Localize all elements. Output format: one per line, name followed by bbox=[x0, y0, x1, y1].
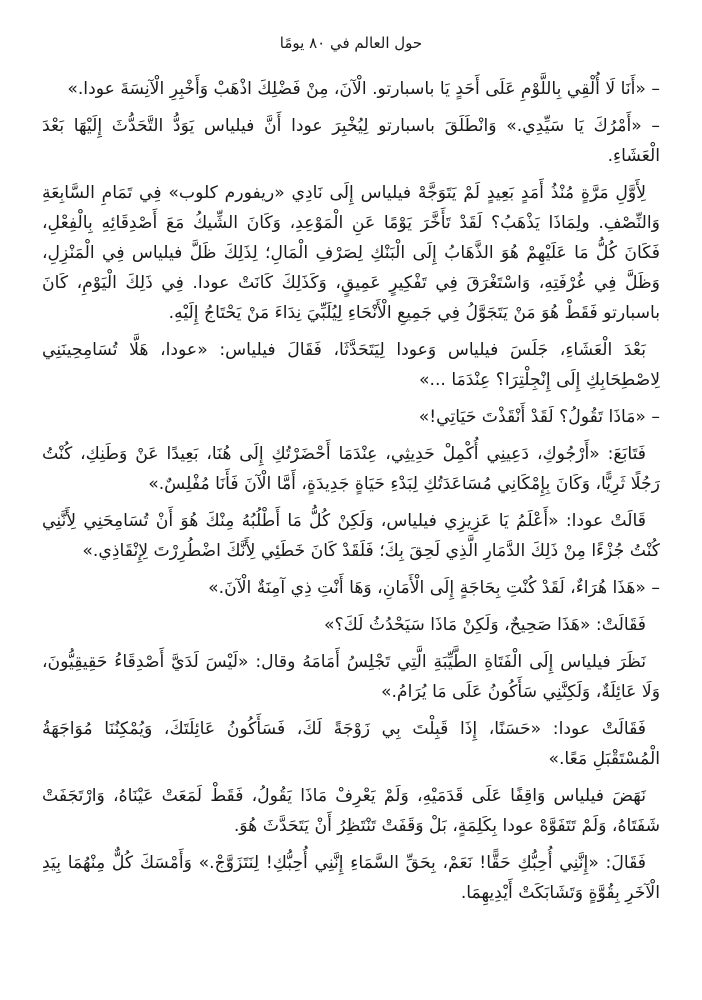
paragraph-reform-club: لِأَوَّلِ مَرَّةٍ مُنْذُ أَمَدٍ بَعِيدٍ لَمْ يَتَوَجَّهْ فيلياس إِلَى نَادِي «ريفورم كلوب» فِي تَمَامِ السَّابِعَةِ وَالنِّصْفِ. ولِمَاذَا يَذْهَبُ؟ لَقَدْ تَأَخَّرَ يَوْمًا عَنِ الْمَوْعِدِ، وَكَانَ الشِّيكُ مَعَ أَصْدِقَائِهِ بِالْفِعْلِ، فَكَانَ كُلُّ مَا عَلَيْهِمْ هُوَ الذَّهَابُ إِلَى الْبَنْكِ لِصَرْفِ الْمَالِ؛ لِذَلِكَ ظَلَّ فيلياس فِي الْمَنْزِلِ، وَظَلَّ فِي غُرْفَتِهِ، وَاسْتَغْرَقَ فِي تَفْكِيرٍ عَمِيقٍ، وَكَذَلِكَ كَانَتْ عودا. فِي ذَلِكَ الْيَوْمِ، كَانَ باسبارتو فَقَطْ هُوَ مَنْ يَتَجَوَّلُ فِي جَمِيعِ الْأَنْحَاءِ لِيُلَبِّيَ نِدَاءَ مَنْ يَحْتَاجُ إِلَيْهِ. bbox=[42, 183, 660, 323]
paragraph-saved-life: – «مَاذَا تَقُولُ؟ لَقَدْ أَنْقَذْتَ حَيَاتِي!» bbox=[418, 407, 660, 427]
paragraph-stood-up: نَهَضَ فيلياس وَاقِفًا عَلَى قَدَمَيْهِ، وَلَمْ يَعْرِفْ مَاذَا يَقُولُ، فَقَطْ لَمَعَتْ عَيْنَاهُ، وَارْتَجَفَتْ شَفَتَاهُ، وَلَمْ تَتَفَوَّهْ عودا بِكَلِمَةٍ، بَلْ وَقَفَتْ تَنْتَظِرُ أَنْ يَتَحَدَّثَ هُوَ. bbox=[42, 786, 660, 836]
paragraph-i-love-you: فَقَالَ: «إِنَّنِي أُحِبُّكِ حَقًّا! نَعَمْ، بِحَقِّ السَّمَاءِ إِنَّنِي أُحِبُّكِ! لِنَتَزَوَّجْ.» وَأَمْسَكَ كُلٌّ مِنْهُمَا بِيَدِ الْآخَرِ بِقُوَّةٍ وَتَشَابَكَتْ أَيْدِيهِمَا. bbox=[42, 853, 660, 903]
paragraph-proposal: فَقَالَتْ عودا: «حَسَنًا، إِذَا قَبِلْتَ بِي زَوْجَةً لَكَ، فَسَأَكُونُ عَائِلَتَكَ، وَيُمْكِنُنَا مُوَاجَهَةُ الْمُسْتَقْبَلِ مَعًا.» bbox=[42, 719, 660, 769]
running-header-title: حول العالم في ٨٠ يومًا bbox=[279, 34, 423, 52]
paragraph-nonsense: – «هَذَا هُرَاءٌ، لَقَدْ كُنْتِ بِحَاجَةٍ إِلَى الْأَمَانِ، وَهَا أَنْتِ ذِي آمِنَةٌ الْآنَ.» bbox=[208, 578, 660, 598]
paragraph-forgive-me: قَالَتْ عودا: «أَعْلَمُ يَا عَزِيزِي فيلياس، وَلَكِنْ كُلُّ مَا أَطْلُبُهُ مِنْكَ هُوَ أَنْ تُسَامِحَنِي لِأَنَّنِي كُنْتُ جُزْءًا مِنْ ذَلِكَ الدَّمَارِ الَّذِي لَحِقَ بِكَ؛ فَلَقَدْ كَانَ خَطَئِي لِأَنَّكَ اضْطُرِرْتَ لِإِنْقَاذِي.» bbox=[42, 511, 660, 561]
paragraph-after-dinner: بَعْدَ الْعَشَاءِ، جَلَسَ فيلياس وَعودا لِيَتَحَدَّثَا، فَقَالَ فيلياس: «عودا، هَلَّا تُسَامِحِينَنِي لِاصْطِحَابِكِ إِلَى إِنْجِلْتِرَا؟ عِنْدَمَا ...» bbox=[42, 340, 660, 390]
paragraph-bankrupt: فَتَابَعَ: «أَرْجُوكِ، دَعِينِي أُكْمِلْ حَدِيثِي، عِنْدَمَا أَحْضَرْتُكِ إِلَى هُنَا، بَعِيدًا عَنْ وَطَنِكِ، كُنْتُ رَجُلًا ثَرِيًّا، وَكَانَ بِإِمْكَانِي مُسَاعَدَتُكِ لِبَدْءِ حَيَاةٍ جَدِيدَةٍ، أَمَّا الْآنَ فَأَنَا مُفْلِسٌ.» bbox=[42, 444, 660, 494]
paragraph-what-happens: فَقَالَتْ: «هَذَا صَحِيحٌ، وَلَكِنْ مَاذَا سَيَحْدُثُ لَكَ؟» bbox=[324, 615, 646, 635]
paragraph-dialogue-blame: – «أَنَا لَا أُلْقِي بِاللَّوْمِ عَلَى أَحَدٍ يَا باسبارتو. الْآنَ، مِنْ فَضْلِكَ اذْهَبْ وَأَخْبِرِ الْآنِسَةَ عودا.» bbox=[67, 79, 660, 99]
paragraph-no-friends: نَظَرَ فيلياس إِلَى الْفَتَاةِ الطَّيِّبَةِ الَّتِي تَجْلِسُ أَمَامَهُ وقال: «لَيْسَ لَدَيَّ أَصْدِقَاءُ حَقِيقِيُّونَ، وَلَا عَائِلَةٌ، وَلَكِنَّنِي سَأَكُونُ عَلَى مَا يُرَامُ.» bbox=[42, 652, 660, 702]
paragraph-dialogue-passepartout: – «أَمْرُكَ يَا سَيِّدِي.» وَانْطَلَقَ باسبارتو لِيُخْبِرَ عودا أَنَّ فيلياس يَوَدُّ التَّحَدُّثَ إِلَيْهَا بَعْدَ الْعَشَاءِ. bbox=[42, 116, 660, 166]
